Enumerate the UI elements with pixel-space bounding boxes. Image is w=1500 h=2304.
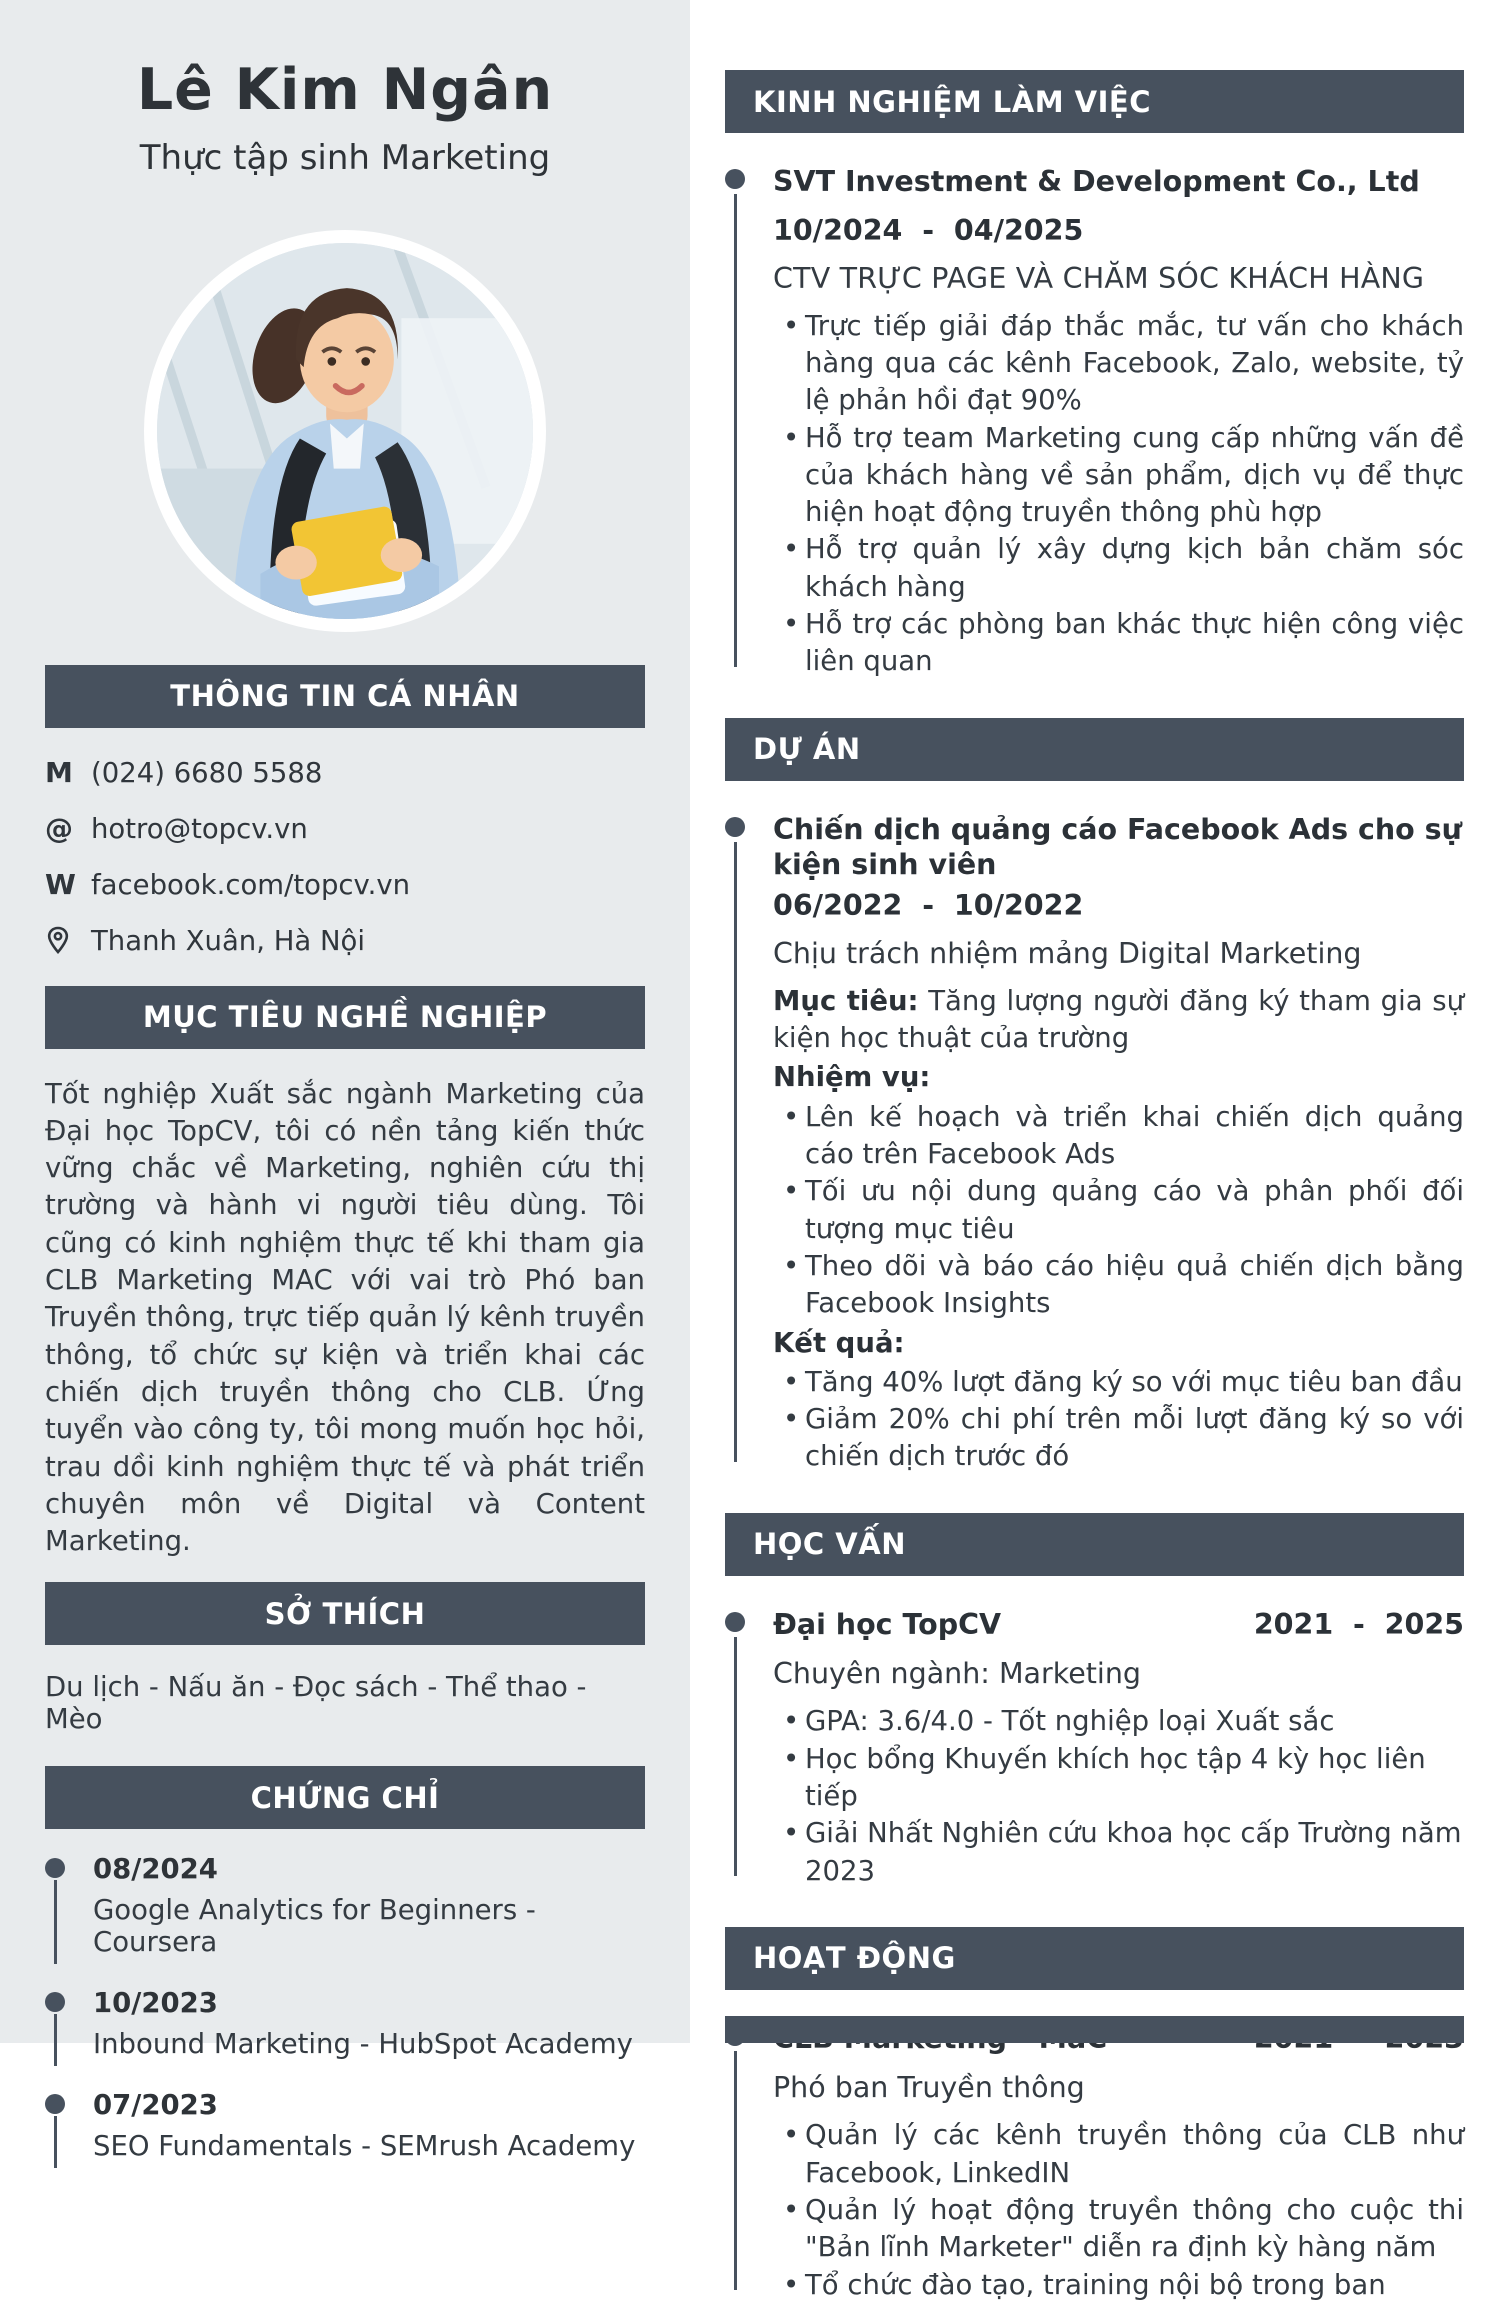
experience-entry (725, 164, 1464, 681)
education-bullets (773, 1703, 1464, 1889)
certificate-title: SEO Fundamentals - SEMrush Academy (93, 2130, 636, 2163)
project-tasks (773, 1099, 1464, 1323)
experience-bullet: • Hỗ trợ quản lý xây dựng kịch bản chăm sóc khách hàng (777, 531, 1464, 606)
profile-photo (144, 230, 546, 632)
project-task: • Theo dõi và báo cáo hiệu quả chiến dịch bằng Facebook Insights (777, 1248, 1464, 1323)
certificate-item (45, 1987, 645, 2060)
experience-bullet: • Hỗ trợ team Marketing cung cấp những vấn đề của khách hàng về sản phẩm, dịch vụ để thực hiện hoạt động truyền thông phù hợp (777, 420, 1464, 532)
timeline-rail (45, 1987, 67, 2060)
certificate-title: Google Analytics for Beginners - Coursera (93, 1894, 536, 1959)
timeline-line (54, 1880, 57, 1964)
timeline-dot (45, 1858, 65, 1878)
timeline-dot (725, 169, 745, 189)
education-bullet: • Học bổng Khuyến khích học tập 4 kỳ học liên tiếp (777, 1741, 1464, 1816)
hobbies-text: Du lịch - Nấu ăn - Đọc sách - Thể thao - Mèo (45, 1671, 587, 1736)
contact-phone-value: (024) 6680 5588 (91, 756, 323, 789)
objective-text: Tốt nghiệp Xuất sắc ngành Marketing của Đại học TopCV, tôi có nền tảng kiến thức vững chắc về Marketing, nghiên cứu thị trường và hành vi người tiêu dùng. Tôi cũng có kinh nghiệm thực tế khi tham gia CLB Marketing MAC với vai trò Phó ban Truyền thông, trực tiếp quản lý kênh truyền thông, tổ chức sự kiện và triển khai các chiến dịch truyền thông cho CLB. Ứng tuyển vào công ty, tôi mong muốn học hỏi, trau dồi kinh nghiệm thực tế và phát triển chuyên môn về Digital và Content Marketing. (45, 1077, 645, 1558)
candidate-title: Thực tập sinh Marketing (139, 137, 551, 178)
activity-role: Phó ban Truyền thông (773, 2071, 1085, 2105)
timeline-rail (725, 812, 747, 1476)
main-column (690, 0, 1500, 2301)
certificate-date: 10/2023 (93, 1987, 218, 2020)
timeline-line (734, 1637, 737, 1876)
education-period: 2021 - 2025 (1253, 1607, 1464, 1641)
project-task: • Tối ưu nội dung quảng cáo và phân phối đối tượng mục tiêu (777, 1173, 1464, 1248)
section-header-contact: THÔNG TIN CÁ NHÂN (45, 665, 645, 728)
activity-entry (725, 2021, 1464, 2304)
timeline-line (54, 2014, 57, 2066)
section-header-cutoff (725, 2016, 1464, 2043)
section-header-experience: KINH NGHIỆM LÀM VIỆC (725, 70, 1464, 133)
contact-website[interactable] (45, 868, 645, 902)
timeline-line (734, 842, 737, 1462)
education-bullet: • GPA: 3.6/4.0 - Tốt nghiệp loại Xuất sắc (777, 1703, 1464, 1740)
timeline-dot (45, 1992, 65, 2012)
education-entry (725, 1607, 1464, 1890)
section-header-objective: MỤC TIÊU NGHỀ NGHIỆP (45, 986, 645, 1049)
web-icon: W (45, 868, 76, 902)
section-header-projects: DỰ ÁN (725, 718, 1464, 781)
timeline-dot (725, 817, 745, 837)
activity-bullet: • Quản lý hoạt động truyền thông cho cuộc thi "Bản lĩnh Marketer" diễn ra định kỳ hàng năm (777, 2192, 1464, 2267)
certificate-item (45, 1853, 645, 1958)
timeline-rail (45, 1853, 67, 1958)
certificate-date: 08/2024 (93, 1853, 218, 1886)
certificate-title: Inbound Marketing - HubSpot Academy (93, 2028, 633, 2061)
profile-photo-illustration (157, 243, 533, 619)
project-period: 06/2022 - 10/2022 (773, 888, 1084, 922)
candidate-name: Lê Kim Ngân (136, 57, 554, 123)
section-header-certificates: CHỨNG CHỈ (45, 1766, 645, 1829)
experience-role: CTV TRỰC PAGE VÀ CHĂM SÓC KHÁCH HÀNG (773, 261, 1425, 295)
timeline-dot (45, 2094, 65, 2114)
certificate-list (45, 1853, 645, 2162)
experience-bullet: • Hỗ trợ các phòng ban khác thực hiện công việc liên quan (777, 606, 1464, 681)
timeline-rail (725, 1607, 747, 1890)
project-task: • Lên kế hoạch và triển khai chiến dịch quảng cáo trên Facebook Ads (777, 1099, 1464, 1174)
timeline-rail (725, 2021, 747, 2304)
timeline-rail (725, 164, 747, 681)
activity-bullet: • Quản lý các kênh truyền thông của CLB như Facebook, LinkedIN (777, 2117, 1464, 2192)
school-name: Đại học TopCV (773, 1607, 1002, 1641)
certificate-date: 07/2023 (93, 2089, 218, 2122)
contact-address (45, 924, 645, 958)
section-header-education: HỌC VẤN (725, 1513, 1464, 1576)
timeline-line (734, 2051, 737, 2290)
project-result: • Tăng 40% lượt đăng ký so với mục tiêu ban đầu (777, 1364, 1464, 1401)
section-header-activities: HOẠT ĐỘNG (725, 1927, 1464, 1990)
project-tasks-label: Nhiệm vụ: (773, 1061, 931, 1094)
sidebar (0, 0, 690, 2163)
contact-website-value[interactable]: facebook.com/topcv.vn (91, 868, 411, 901)
timeline-dot (725, 1612, 745, 1632)
phone-icon: M (45, 756, 73, 790)
project-entry (725, 812, 1464, 1476)
project-role: Chịu trách nhiệm mảng Digital Marketing (773, 936, 1362, 970)
project-title: Chiến dịch quảng cáo Facebook Ads cho sự kiện sinh viên (773, 812, 1462, 882)
at-icon: @ (45, 812, 73, 846)
experience-bullets (773, 308, 1464, 681)
experience-bullet: • Trực tiếp giải đáp thắc mắc, tư vấn cho khách hàng qua các kênh Facebook, Zalo, website, tỷ lệ phản hồi đạt 90% (777, 308, 1464, 420)
contact-list (45, 756, 645, 958)
contact-email-value[interactable]: hotro@topcv.vn (91, 812, 308, 845)
activity-bullet: • Tổ chức đào tạo, training nội bộ trong ban (777, 2267, 1464, 2304)
education-major: Chuyên ngành: Marketing (773, 1657, 1141, 1691)
contact-email[interactable] (45, 812, 645, 846)
company-name: SVT Investment & Development Co., Ltd (773, 165, 1420, 198)
education-bullet: • Giải Nhất Nghiên cứu khoa học cấp Trường năm 2023 (777, 1815, 1464, 1890)
timeline-rail (45, 2089, 67, 2162)
contact-address-value: Thanh Xuân, Hà Nội (91, 924, 366, 957)
location-pin-icon (45, 925, 91, 957)
contact-phone (45, 756, 645, 790)
timeline-line (734, 194, 737, 667)
project-goal-label: Mục tiêu: (773, 984, 919, 1017)
project-results-label: Kết quả: (773, 1326, 905, 1359)
project-results (773, 1364, 1464, 1476)
section-header-hobbies: SỞ THÍCH (45, 1582, 645, 1645)
timeline-line (54, 2116, 57, 2168)
experience-period: 10/2024 - 04/2025 (773, 213, 1084, 247)
activity-bullets (773, 2117, 1464, 2303)
project-goal-text: Tăng lượng người đăng ký tham gia sự kiện học thuật của trường (773, 984, 1465, 1055)
certificate-item (45, 2089, 645, 2162)
project-result: • Giảm 20% chi phí trên mỗi lượt đăng ký so với chiến dịch trước đó (777, 1401, 1464, 1476)
project-goal (773, 983, 1464, 1058)
